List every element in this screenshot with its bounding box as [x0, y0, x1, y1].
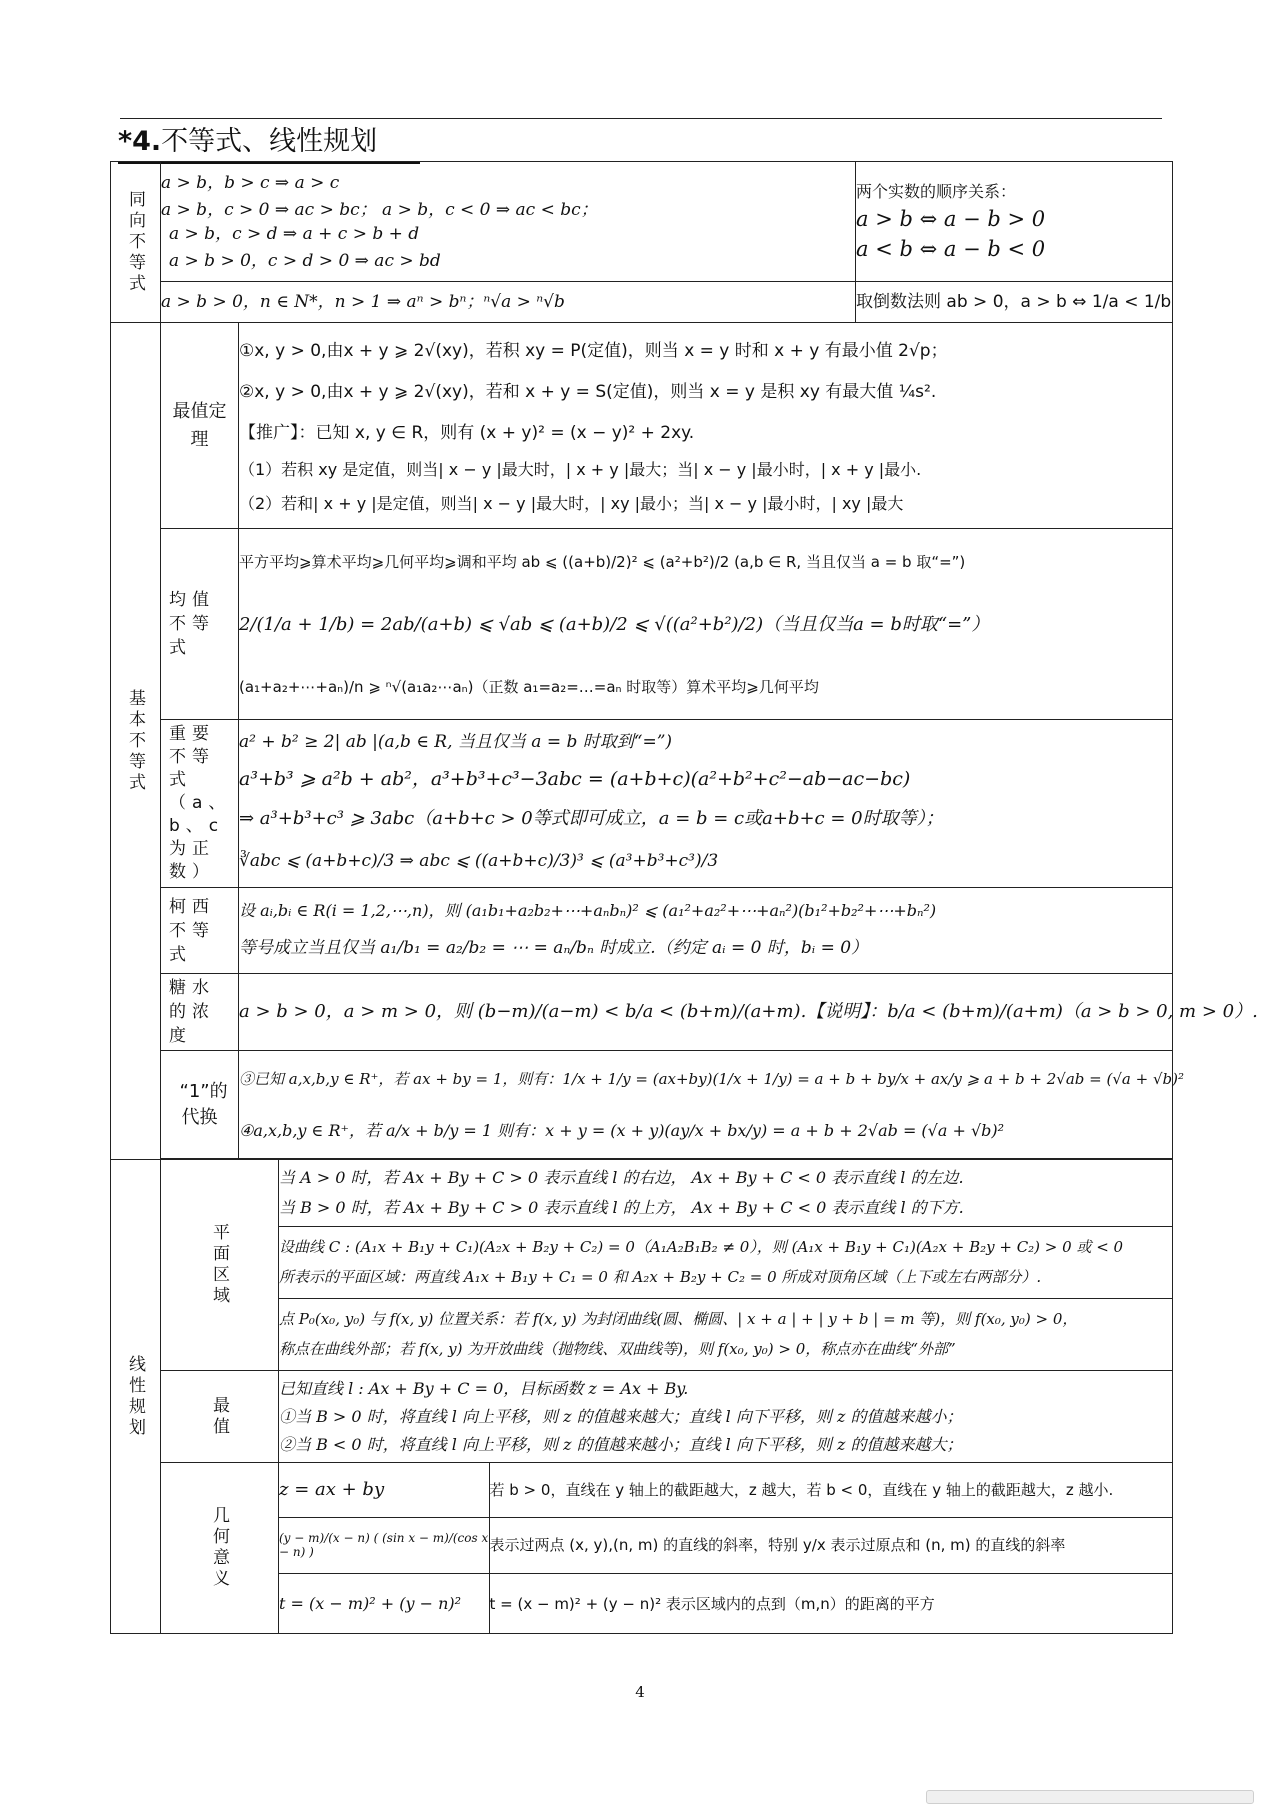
- page-number: 4: [635, 1683, 645, 1701]
- linear-extreme-label-cell: [161, 1371, 279, 1463]
- important-line: a³+b³ ⩾ a²b + ab²，a³+b³+c³−3abc = (a+b+c)(a²+b²+c²−ab−ac−bc): [239, 767, 911, 790]
- linear-extreme-row: [111, 1371, 1173, 1463]
- region-label: 平面区域: [209, 1223, 229, 1307]
- sugar-content: [239, 974, 1258, 1051]
- same-direction-line: a > b，c > d ⇒ a + c > b + d: [169, 223, 420, 244]
- important-label: 重要不等式（a、b、c为正数）: [169, 724, 232, 882]
- region-label-cell: [161, 1160, 279, 1371]
- mean-content: [239, 529, 1173, 720]
- same-direction-cell: [161, 162, 856, 282]
- power-row: [111, 282, 1173, 323]
- same-direction-line: a > b > 0，c > d > 0 ⇒ ac > bd: [169, 250, 441, 271]
- extreme-value-row: [111, 323, 1173, 529]
- region-line: 称点在曲线外部；若 f(x, y) 为开放曲线（抛物线、双曲线等)，则 f(x₀, y₀) > 0，称点亦在曲线“外部”: [279, 1340, 956, 1359]
- important-label-cell: [161, 720, 239, 888]
- basic-label-cell: [111, 323, 161, 1160]
- one-line: ④a,x,b,y ∈ R⁺，若 a/x + b/y = 1 则有：x + y = (x + y)(ay/x + bx/y) = a + b + 2√ab = (√a + √b)²: [239, 1120, 1005, 1140]
- geometry-expr: (y − m)/(x − n) ( (sin x − m)/(cos x − n) ): [279, 1517, 489, 1573]
- power-line: a > b > 0，n ∈ N*，n > 1 ⇒ aⁿ > bⁿ；ⁿ√a > ⁿ√b: [161, 292, 565, 312]
- linear-label: 线性规划: [125, 1354, 145, 1439]
- region-row: [111, 1160, 1173, 1371]
- linear-extreme-line: 已知直线 l : Ax + By + C = 0，目标函数 z = Ax + By.: [279, 1378, 689, 1398]
- geometry-label: 几何意义: [209, 1506, 229, 1590]
- geometry-subtable: [279, 1463, 1172, 1633]
- basic-label: 基本不等式: [125, 688, 145, 794]
- extreme-label-cell: [161, 323, 239, 529]
- one-label: “1”的代换: [179, 1080, 228, 1128]
- sugar-line: a > b > 0，a > m > 0，则 (b−m)/(a−m) < b/a < (b+m)/(a+m).【说明】：b/a < (b+m)/(a+m)（a > b > 0, m > 0）.: [239, 1001, 1258, 1022]
- geometry-label-cell: [161, 1463, 279, 1634]
- cauchy-line: 等号成立当且仅当 a₁/b₁ = a₂/b₂ = ⋯ = aₙ/bₙ 时成立.（约定 aᵢ = 0 时，bᵢ = 0）: [239, 937, 869, 958]
- section-title-text: 不等式、线性规划: [161, 126, 378, 157]
- geometry-item: [279, 1463, 1172, 1517]
- power-cell: [161, 282, 856, 323]
- same-direction-row: [111, 162, 1173, 282]
- region-block: [279, 1298, 1172, 1370]
- mean-label-cell: [161, 529, 239, 720]
- mean-label: 均值不等式: [169, 590, 215, 658]
- important-line: a² + b² ≥ 2| ab |(a,b ∈ R, 当且仅当 a = b 时取到“=”): [239, 731, 673, 752]
- cauchy-line: 设 aᵢ,bᵢ ∈ R(i = 1,2,⋯,n)，则 (a₁b₁+a₂b₂+⋯+aₙbₙ)² ⩽ (a₁²+a₂²+⋯+aₙ²)(b₁²+b₂²+⋯+bₙ²): [239, 900, 937, 920]
- order-relation-line: a > b ⇔ a − b > 0: [856, 206, 1046, 231]
- one-content: [239, 1051, 1185, 1159]
- region-line: 当 B > 0 时，若 Ax + By + C > 0 表示直线 l 的上方， Ax + By + C < 0 表示直线 l 的下方.: [279, 1197, 964, 1217]
- linear-label-cell: [111, 1160, 161, 1634]
- important-row: [111, 720, 1173, 888]
- mean-line: 2/(1/a + 1/b) = 2ab/(a+b) ⩽ √ab ⩽ (a+b)/2 ⩽ √((a²+b²)/2)（当且仅当a = b时取“=”）: [239, 614, 990, 635]
- one-line: ③已知 a,x,b,y ∈ R⁺，若 ax + by = 1，则有：1/x + 1/y = (ax+by)(1/x + 1/y) = a + b + by/x + ax/y ⩾ a + b + 2√ab = (√a + √b)²: [239, 1069, 1185, 1088]
- reciprocal-rule: 取倒数法则 ab > 0，a > b ⇔ 1/a < 1/b: [856, 292, 1172, 312]
- mean-line: 平方平均⩾算术平均⩾几何平均⩾调和平均 ab ⩽ ((a+b)/2)² ⩽ (a²+b²)/2 (a,b ∈ R, 当且仅当 a = b 取“=”): [239, 553, 966, 571]
- sugar-label: 糖水的浓度: [169, 978, 215, 1046]
- order-relation-title: 两个实数的顺序关系：: [856, 181, 1017, 201]
- extreme-label: 最值定理: [172, 400, 227, 450]
- important-content: [239, 720, 1173, 888]
- cauchy-label: 柯西不等式: [169, 896, 215, 965]
- same-direction-label-cell: [111, 162, 161, 323]
- sugar-row: [111, 974, 1173, 1051]
- geometry-item: [279, 1517, 1172, 1573]
- section-title: [118, 122, 420, 164]
- geometry-content: [279, 1463, 1173, 1634]
- region-subtable: [279, 1160, 1172, 1370]
- extreme-line: （1）若积 xy 是定值，则当| x − y |最大时，| x + y |最大；当| x − y |最小时，| x + y |最小.: [239, 459, 922, 479]
- region-line: 当 A > 0 时，若 Ax + By + C > 0 表示直线 l 的右边， Ax + By + C < 0 表示直线 l 的左边.: [279, 1167, 964, 1187]
- linear-extreme-line: ①当 B > 0 时，将直线 l 向上平移，则 z 的值越来越大；直线 l 向下平移，则 z 的值越来越小；: [279, 1406, 963, 1426]
- linear-extreme-label: 最值: [209, 1395, 229, 1438]
- order-relation-cell: [856, 162, 1173, 282]
- extreme-line: ②x, y > 0,由x + y ⩾ 2√(xy)，若和 x + y = S(定值)，则当 x = y 是积 xy 有最大值 ¼s².: [239, 381, 937, 402]
- linear-extreme-content: [279, 1371, 1173, 1463]
- mean-line: (a₁+a₂+⋯+aₙ)/n ⩾ ⁿ√(a₁a₂⋯aₙ)（正数 a₁=a₂=…=aₙ 时取等）算术平均⩾几何平均: [239, 678, 819, 696]
- region-block: [279, 1160, 1172, 1226]
- mean-row: [111, 529, 1173, 720]
- cauchy-label-cell: [161, 888, 239, 974]
- geometry-desc: 若 b > 0，直线在 y 轴上的截距越大，z 越大，若 b < 0，直线在 y 轴上的截距越大，z 越小.: [489, 1463, 1172, 1517]
- geometry-item: [279, 1573, 1172, 1633]
- geometry-row: [111, 1463, 1173, 1634]
- extreme-line: 【推广】：已知 x, y ∈ R，则有 (x + y)² = (x − y)² + 2xy.: [239, 422, 695, 443]
- geometry-desc: t = (x − m)² + (y − n)² 表示区域内的点到（m,n）的距离的平方: [489, 1573, 1172, 1633]
- order-relation-line: a < b ⇔ a − b < 0: [856, 236, 1046, 261]
- important-line: ⇒ a³+b³+c³ ⩾ 3abc（a+b+c > 0等式即可成立，a = b = c或a+b+c = 0时取等）；: [239, 807, 944, 829]
- horizontal-scrollbar[interactable]: [926, 1790, 1254, 1804]
- one-substitution-row: [111, 1051, 1173, 1159]
- region-block: [279, 1226, 1172, 1298]
- geometry-desc: 表示过两点 (x, y),(n, m) 的直线的斜率，特别 y/x 表示过原点和 (n, m) 的直线的斜率: [489, 1517, 1172, 1573]
- region-line: 设曲线 C : (A₁x + B₁y + C₁)(A₂x + B₂y + C₂) = 0（A₁A₂B₁B₂ ≠ 0），则 (A₁x + B₁y + C₁)(A₂x + B₂y + C₂) > 0 或 < 0: [279, 1238, 1124, 1256]
- important-line: ∛abc ⩽ (a+b+c)/3 ⇒ abc ⩽ ((a+b+c)/3)³ ⩽ (a³+b³+c³)/3: [239, 850, 719, 871]
- same-direction-label: 同向不等式: [125, 189, 145, 295]
- region-content: [279, 1160, 1173, 1371]
- geometry-expr: z = ax + by: [279, 1463, 489, 1517]
- section-number: *4.: [118, 126, 162, 157]
- cauchy-row: [111, 888, 1173, 974]
- reciprocal-cell: [856, 282, 1173, 323]
- same-direction-line: a > b，c > 0 ⇒ ac > bc； a > b，c < 0 ⇒ ac < bc；: [161, 199, 598, 220]
- linear-extreme-line: ②当 B < 0 时，将直线 l 向上平移，则 z 的值越来越小；直线 l 向下平移，则 z 的值越来越大；: [279, 1434, 963, 1454]
- region-line: 点 P₀(x₀, y₀) 与 f(x, y) 位置关系：若 f(x, y) 为封闭曲线(圆、椭圆、| x + a | + | y + b | = m 等)，则 f(x₀, y₀) > 0，: [279, 1310, 1078, 1329]
- same-direction-line: a > b，b > c ⇒ a > c: [161, 172, 340, 193]
- extreme-line: ①x, y > 0,由x + y ⩾ 2√(xy)，若积 xy = P(定值)，则当 x = y 时和 x + y 有最小值 2√p；: [239, 340, 948, 361]
- extreme-content: [239, 323, 1173, 529]
- page-top-rule: [120, 118, 1162, 119]
- extreme-line: （2）若和| x + y |是定值，则当| x − y |最大时，| xy |最小；当| x − y |最小时，| xy |最大: [239, 493, 904, 513]
- region-line: 所表示的平面区域：两直线 A₁x + B₁y + C₁ = 0 和 A₂x + B₂y + C₂ = 0 所成对顶角区域（上下或左右两部分）.: [279, 1268, 1042, 1286]
- geometry-expr: t = (x − m)² + (y − n)²: [279, 1573, 489, 1633]
- cauchy-content: [239, 888, 1173, 974]
- sugar-label-cell: [161, 974, 239, 1051]
- one-label-cell: [161, 1051, 239, 1159]
- formula-table: [110, 161, 1258, 1634]
